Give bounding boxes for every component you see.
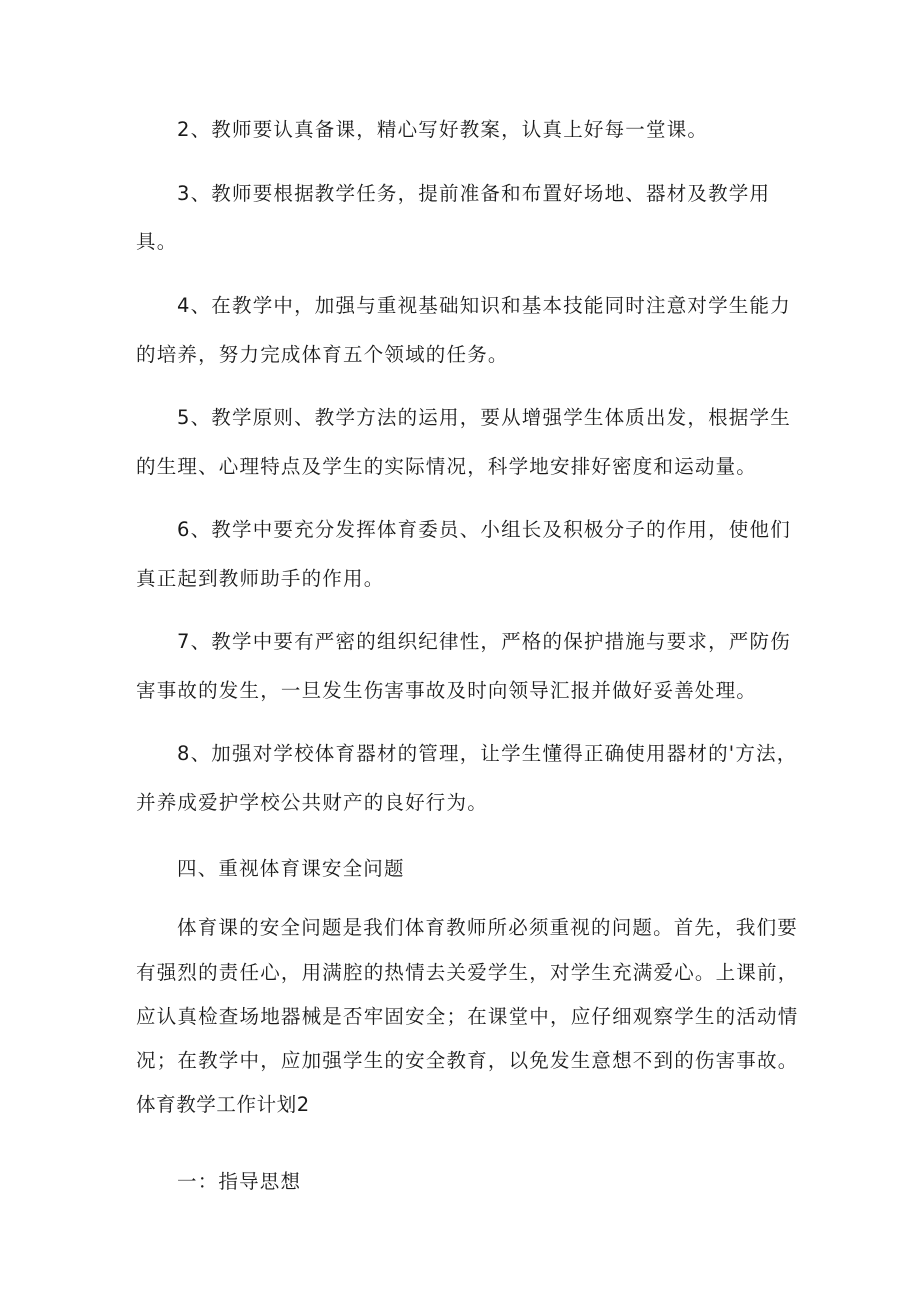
section-1-heading: 一：指导思想 [177,1170,302,1193]
item-6-line-1: 6、教学中要充分发挥体育委员、小组长及积极分子的作用，使他们 [177,518,791,541]
item-3-line-2: 具。 [136,230,178,253]
item-8-line-2: 并养成爱护学校公共财产的良好行为。 [136,791,488,814]
item-5-line-2: 的生理、心理特点及学生的实际情况，科学地安排好密度和运动量。 [136,455,758,478]
safety-paragraph-line-3: 应认真检查场地器械是否牢固安全；在课堂中，应仔细观察学生的活动情 [136,1005,799,1028]
item-5-line-1: 5、教学原则、教学方法的运用，要从增强学生体质出发，根据学生 [177,406,791,429]
section-4-heading: 四、重视体育课安全问题 [177,857,405,880]
plan-2-title: 体育教学工作计划2 [136,1093,310,1116]
item-4-line-2: 的培养，努力完成体育五个领域的任务。 [136,343,509,366]
item-4-line-1: 4、在教学中，加强与重视基础知识和基本技能同时注意对学生能力 [177,294,791,317]
item-7-line-2: 害事故的发生，一旦发生伤害事故及时向领导汇报并做好妥善处理。 [136,679,758,702]
item-7-line-1: 7、教学中要有严密的组织纪律性，严格的保护措施与要求，严防伤 [177,630,791,653]
safety-paragraph-line-1: 体育课的安全问题是我们体育教师所必须重视的问题。首先，我们要 [177,916,799,939]
item-6-line-2: 真正起到教师助手的作用。 [136,567,385,590]
safety-paragraph-line-2: 有强烈的责任心，用满腔的热情去关爱学生，对学生充满爱心。上课前， [136,961,799,984]
item-8-line-1: 8、加强对学校体育器材的管理，让学生懂得正确使用器材的'方法， [177,742,798,765]
item-2-line-1: 2、教师要认真备课，精心写好教案，认真上好每一堂课。 [177,118,709,141]
item-3-line-1: 3、教师要根据教学任务，提前准备和布置好场地、器材及教学用 [177,182,771,205]
safety-paragraph-line-4: 况；在教学中，应加强学生的安全教育，以免发生意想不到的伤害事故。 [136,1049,799,1072]
